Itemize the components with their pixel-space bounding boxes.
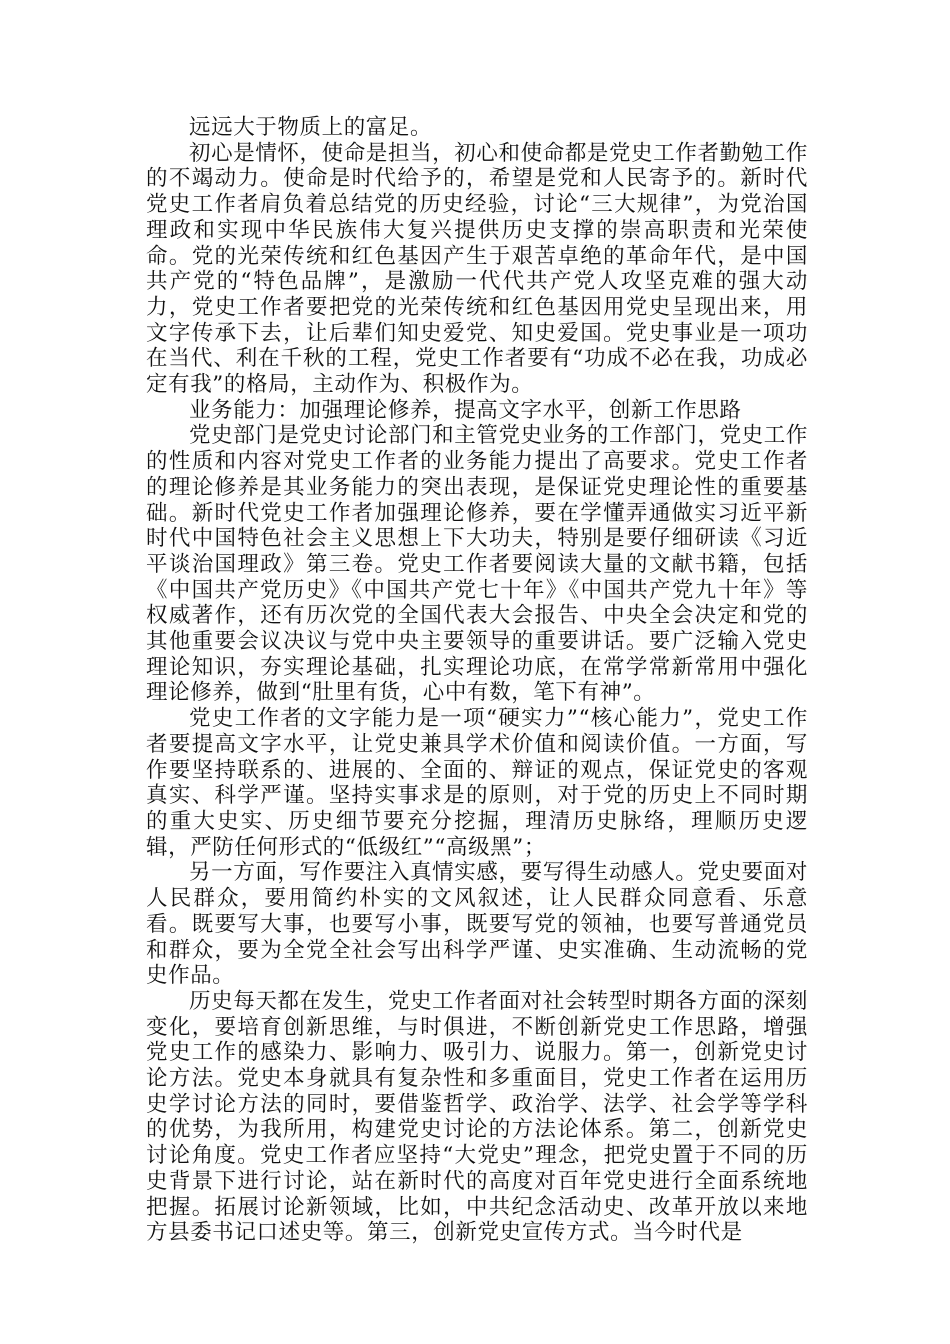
section-heading-business-ability: 业务能力：加强理论修养，提高文字水平，创新工作思路 [189, 397, 742, 423]
paragraph-writing-ability: 党史工作者的文字能力是一项“硬实力”“核心能力”，党史工作者要提高文字水平，让党史兼具学术价值和阅读价值。一方面，写作要坚持联系的、进展的、全面的、辩证的观点，保证党史的客观真实、科学严谨。坚持实事求是的原则，对于党的历史上不同时期的重大史实、历史细节要充分挖掘，理清历史脉络，理顺历史逻辑，严防任何形式的“低级红”“高级黑”； [146, 706, 808, 860]
paragraph-original-aspiration: 初心是情怀，使命是担当，初心和使命都是党史工作者勤勉工作的不竭动力。使命是时代给予的，希望是党和人民寄予的。新时代党史工作者肩负着总结党的历史经验，讨论“三大规律”，为党治国理政和实现中华民族伟大复兴提供历史支撑的崇高职责和光荣使命。党的光荣传统和红色基因产生于艰苦卓绝的革命年代，是中国共产党的“特色品牌”，是激励一代代共产党人攻坚克难的强大动力，党史工作者要把党的光荣传统和红色基因用党史呈现出来，用文字传承下去，让后辈们知史爱党、知史爱国。党史事业是一项功在当代、利在千秋的工程，党史工作者要有“功成不必在我，功成必定有我”的格局，主动作为、积极作为。 [146, 140, 808, 398]
paragraph-emotional-writing: 另一方面，写作要注入真情实感，要写得生动感人。党史要面对人民群众，要用简约朴实的文风叙述，让人民群众同意看、乐意看。既要写大事，也要写小事，既要写党的领袖，也要写普通党员和群众，要为全党全社会写出科学严谨、史实准确、生动流畅的党史作品。 [146, 860, 808, 989]
paragraph-innovation: 历史每天都在发生，党史工作者面对社会转型时期各方面的深刻变化，要培育创新思维，与时俱进，不断创新党史工作思路，增强党史工作的感染力、影响力、吸引力、说服力。第一，创新党史讨论方法。党史本身就具有复杂性和多重面目，党史工作者在运用历史学讨论方法的同时，要借鉴哲学、政治学、法学、社会学等学科的优势，为我所用，构建党史讨论的方法论体系。第二，创新党史讨论角度。党史工作者应坚持“大党史”理念，把党史置于不同的历史背景下进行讨论，站在新时代的高度对百年党史进行全面系统地把握。拓展讨论新领域，比如，中共纪念活动史、改革开放以来地方县委书记口述史等。第三，创新党史宣传方式。当今时代是 [146, 988, 808, 1246]
paragraph-continuation: 远远大于物质上的富足。 [189, 115, 433, 140]
paragraph-theory-cultivation: 党史部门是党史讨论部门和主管党史业务的工作部门，党史工作的性质和内容对党史工作者的业务能力提出了高要求。党史工作者的理论修养是其业务能力的突出表现，是保证党史理论性的重要基础。新时代党史工作者加强理论修养，要在学懂弄通做实习近平新时代中国特色社会主义思想上下大功夫，特别是要仔细研读《习近平谈治国理政》第三卷。党史工作者要阅读大量的文献书籍，包括《中国共产党历史》《中国共产党七十年》《中国共产党九十年》等权威著作，还有历次党的全国代表大会报告、中央全会决定和党的其他重要会议决议与党中央主要领导的重要讲话。要广泛输入党史理论知识，夯实理论基础，扎实理论功底，在常学常新常用中强化理论修养，做到“肚里有货，心中有数，笔下有神”。 [146, 423, 808, 706]
document-body [146, 115, 808, 1246]
